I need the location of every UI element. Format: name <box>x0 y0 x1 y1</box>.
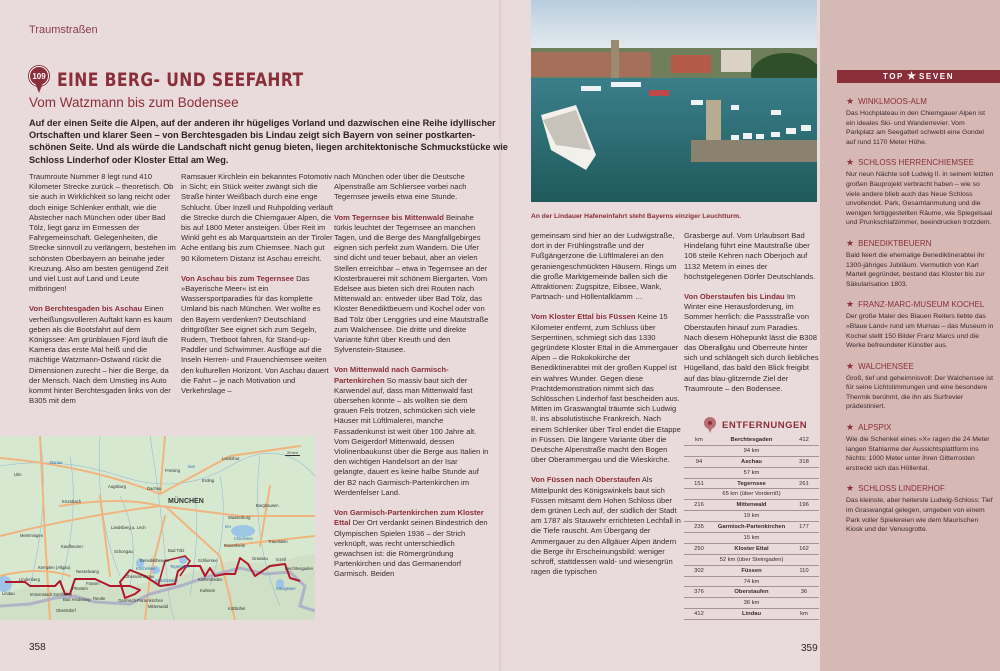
map-label: MÜNCHEN <box>168 498 204 505</box>
paragraph-lead: Vom Tegernsee bis Mittenwald <box>334 212 444 222</box>
distance-row <box>684 544 819 555</box>
distance-row <box>684 609 819 620</box>
text-column-5 <box>684 231 819 404</box>
tip-title: ★ WALCHENSEE <box>846 360 914 371</box>
map-label: Pfronten <box>72 586 88 591</box>
stop-name: Kloster Ettal <box>734 545 769 552</box>
star-icon: ★ <box>846 360 855 371</box>
map-label: Reutte <box>93 596 106 601</box>
map-label: Lindau <box>2 591 15 596</box>
km-to-end: 318 <box>799 458 809 465</box>
segment-distance: 65 km (über Vorderriß) <box>684 489 819 500</box>
tip-text: Groß, tief und geheimnisvoll: Der Walchensee ist für seine Lichtstimmungen und eine besondere Thermik berühmt, die ihn als Surfrevier prädestiniert. <box>846 374 994 411</box>
km-to-end: 110 <box>799 567 809 574</box>
paragraph-lead: Von Aschau bis zum Tegernsee <box>181 273 294 283</box>
map-label: Lindenberg <box>19 577 40 582</box>
tip-title: ★ SCHLOSS HERRENCHIEMSEE <box>846 157 975 168</box>
map-label: Tegernsee <box>170 564 190 569</box>
paragraph-text: So massiv baut sich der Karwendel auf, dass man Mittenwald fast übersehen könnte – als wollten sie dem grauen Fels trotzen, schmücken sich viele Häuser mit Lüftlmalerei, manche Fassadenkunst ist weit über 100 Jahre alt. Vom Geigerdorf Mittenwald, dessen Violinenbaukunst über die Berge aus Italien in den wichtigen Handelsort an der Isar gelangte, dauert es keine halbe Stunde auf der B2 nach Garmisch-Partenkirchen im Werdenfelser Land. <box>334 375 489 497</box>
km-to-end: 177 <box>799 524 809 531</box>
paragraph <box>531 312 681 465</box>
paragraph-lead: Von Mittenwald nach Garmisch-Partenkirchen <box>334 365 449 385</box>
map-label: Dachau <box>147 486 162 491</box>
top-seven-label-right: SEVEN <box>918 72 955 81</box>
segment-distance: 36 km <box>684 598 819 609</box>
paragraph-lead: Vom Kloster Ettal bis Füssen <box>531 312 636 322</box>
text-column-3 <box>334 172 489 590</box>
harbor-photo <box>531 0 817 202</box>
top-seven-list <box>846 96 994 545</box>
page-number-right: 359 <box>801 643 818 654</box>
km-to-end: 36 <box>800 589 808 596</box>
map-label: Berchtesgaden <box>285 566 314 571</box>
star-icon: ★ <box>846 483 855 494</box>
tip-title: ★ SCHLOSS LINDERHOF <box>846 483 945 494</box>
segment-distance: 15 km <box>684 533 819 544</box>
map-label: Augsburg <box>108 484 126 489</box>
map-label: Kochelsee <box>136 566 156 571</box>
segment-distance: 19 km <box>684 511 819 522</box>
text-column-2 <box>181 172 333 406</box>
paragraph-lead: Von Füssen nach Oberstaufen <box>531 475 641 485</box>
map-label: Landshut <box>222 456 240 461</box>
tip-text: Der große Maler des Blauen Reiters liebte das »Blaue Land« rund um Murnau – das Museum in Kochel stellt 150 Bilder Franz Marcs und die Werke befreundeter Künstler aus. <box>846 313 994 350</box>
km-to-end: 162 <box>799 545 809 552</box>
km-from-start: 216 <box>694 502 704 509</box>
tip-title: ★ ALPSPIX <box>846 422 892 433</box>
top-seven-label-left: TOP <box>882 72 904 81</box>
map-label: Bad Tölz <box>168 548 185 553</box>
distance-row <box>684 587 819 598</box>
map-label: Grassau <box>252 556 268 561</box>
map-label: Nesselwang <box>76 569 99 574</box>
top-seven-item <box>846 96 994 147</box>
map-label: Kempten (Allgäu) <box>38 565 71 570</box>
map-label: Füssen <box>86 581 100 586</box>
paragraph-text: Als Mittelpunkt des Königswinkels baut sich Füssen mitsamt dem Hohen Schloss über dem grünen Lech auf, der südlich der Stadt am 1787 als Stauwehr errichteten Lechfall in die Tiefe rauscht. Am Übergang der Ammergauer zu den Allgäuer Alpen ändern die Berge ihr Erscheinungsbild: weniger schroff, stattdessen wald- und wiesengrün ragen die typischen <box>531 475 681 577</box>
map-label: Kitzbühel <box>228 606 246 611</box>
paragraph-lead: Von Berchtesgaden bis Aschau <box>29 304 143 314</box>
book-gutter <box>499 0 503 671</box>
top-seven-item <box>846 157 994 228</box>
location-pin-icon <box>704 417 716 433</box>
section-label: Traumstraßen <box>29 24 98 36</box>
lindau-harbor-image <box>531 0 817 202</box>
star-icon: ★ <box>846 237 855 248</box>
star-icon: ★ <box>846 422 855 433</box>
paragraph-text: Grasberge auf. Vom Urlaubsort Bad Hindelang führt eine Mautstraße über 106 steile Kehren nach Oberjoch auf 1132 Metern in eines der höchstgelegenen Dörfer Deutschlands. <box>684 231 816 281</box>
tip-text: Nur neun Nächte soll Ludwig II. in seinem letzten großen Bauprojekt verbracht haben – wie so viele andere blieb auch das Neue Schloss unvollendet. Park, Gesamtanmutung und die wenigen fertiggestellten Räume, wie Spiegelsaal und Prunkschlafzimmer, beeindrucken trotzdem. <box>846 171 994 227</box>
map-label: Rosenheim <box>224 543 246 548</box>
top-seven-item <box>846 422 994 473</box>
distance-row <box>684 479 819 490</box>
paragraph <box>334 508 489 579</box>
page-number-left: 358 <box>29 642 46 653</box>
tip-title: ★ BENEDIKTBEUERN <box>846 237 932 248</box>
photo-caption: An der Lindauer Hafeneinfahrt steht Bayerns einziger Leuchtturm. <box>531 213 741 220</box>
distances-title: ENTFERNUNGEN <box>722 419 808 431</box>
stop-name: Tegernsee <box>737 480 766 487</box>
km-from-start: 412 <box>694 611 704 618</box>
km-from-start: 302 <box>694 567 704 574</box>
stop-name: Garmisch-Partenkirchen <box>717 524 786 531</box>
paragraph-text: Einen verheißungsvolleren Auftakt kann es kaum geben als die Bootsfahrt auf dem Königssee: Am grünblauen Fjord läuft die Kamera das erste Mal heiß und die mächtige Watzmann-Ostwand rückt die Dimensionen zurecht – hier die Berge, da der Mensch. Nach dem Umstieg ins Auto kommt hinter Berchtesgaden links von der B305 mit dem <box>29 304 173 406</box>
segment-distance: 74 km <box>684 577 819 588</box>
paragraph <box>29 304 177 406</box>
tip-title: ★ FRANZ-MARC-MUSEUM KOCHEL <box>846 299 985 310</box>
km-from-start: 250 <box>694 545 704 552</box>
map-label: Donau <box>50 460 63 465</box>
headline <box>29 66 358 94</box>
map-label: Kiefersfelden <box>198 577 223 582</box>
map-label: Wasserburg <box>228 515 251 520</box>
map-label: Traunstein <box>268 539 288 544</box>
star-icon: ★ <box>846 299 855 310</box>
star-icon: ★ <box>907 71 916 82</box>
paragraph-text: Keine 15 Kilometer entfernt, zum Schluss über Serpentinen, schmiegt sich das 1330 gegründete Kloster Ettal in die Ammergauer Alpen – die Rokokokirche der Benediktinerabtei mit der großen Kuppel ist ein wahres Wunder. Gegen diese Prachtdemonstration nimmt sich das Schlösschen Linderhof fast bescheiden aus. Mitten im Graswangtal träumte sich Ludwig II. ins absolutistische Frankreich. Nach einem Schlenker über Tirol endet die Etappe in Füssen. Die längere Variante über die Deutsche Alpenstraße macht den Bogen über Oberammergau und die Wieskirche. <box>531 312 681 465</box>
map-label: Immenstadt Sonthofen <box>30 592 73 597</box>
paragraph <box>684 292 819 394</box>
distance-row <box>684 522 819 533</box>
paragraph-text: nach München oder über die Deutsche Alpenstraße am Schliersee vorbei nach Tegernsee jeweils etwa eine Stunde. <box>334 172 467 202</box>
distances-table <box>684 417 819 620</box>
map-label: Erding <box>202 478 215 483</box>
text-column-4 <box>531 231 681 588</box>
map-label: Benediktbeuern <box>140 558 170 563</box>
stop-name: Mittenwald <box>736 502 767 509</box>
tip-text: Bald feiert die ehemalige Benediktinerabtei ihr 1300-jähriges Jubiläum. Vermutlich von Karl Martell gegründet, bestand das Kloster bis zur Säkularisation 1803. <box>846 251 985 288</box>
map-label: Memmingen <box>20 533 44 538</box>
map-label: Landsberg a. Lech <box>111 525 146 530</box>
paragraph <box>684 231 819 282</box>
tip-text: Das Hochplateau in den Chiemgauer Alpen ist ein ideales Ski- und Wanderrevier. Vom Parkplatz am Seegatterl schwebt eine Gondel auf rund 1170 Meter Höhe. <box>846 110 986 146</box>
map-label: Burghausen <box>256 503 279 508</box>
map-label: Kufstein <box>200 588 216 593</box>
km-from-start: km <box>695 436 703 443</box>
route-map <box>0 436 315 620</box>
paragraph <box>29 172 177 294</box>
map-label: Isar <box>188 464 195 469</box>
star-icon: ★ <box>846 157 855 168</box>
map-label: Ulm <box>14 472 22 477</box>
route-number: 109 <box>29 66 49 86</box>
paragraph-text: Das »Bayerische Meer« ist ein Wassersportparadies für das komplette Umland bis nach München. Wer wollte es den Bayern verdenken? Deutschland drittgrößter See eignet sich zum Segeln, Rudern, Tretboot fahren, für Stand-up-Paddler und Schwimmer. Ausflüge auf die Inseln Herren- und Frauenchiemsee weiten den kulturellen Horizont. Von Aschau dauert die Fahrt – je nach Motivation und Verkehrslage – <box>181 273 329 396</box>
map-label: Oberstdorf <box>56 608 76 613</box>
km-to-end: 261 <box>799 480 809 487</box>
paragraph-text: Ramsauer Kirchlein ein bekanntes Fotomotiv in Sicht; ein Stück weiter zwängt sich die Straße hinter Weißbach durch eine enge Schlucht. Über Inzell und Ruhpolding verläuft die Strecke durch die Chiemgauer Alpen, die bis auf 1800 Meter ansteigen. Über Reit im Winkl geht es ab Marquartstein an der Tiroler Ache entlang bis zum Chiemsee. Nach gut 90 Kilometern Distanz ist Aschau erreicht. <box>181 172 333 263</box>
km-from-start: 94 <box>695 458 703 465</box>
map-label: Krumbach <box>62 499 82 504</box>
paragraph-text: Traumroute Nummer 8 legt rund 410 Kilometer Strecke zurück – theoretisch. Ob sie auch in Wirklichkeit so lang reicht oder doch einige Schlenker enthält, wie die Abstecher nach München oder über Bad Tölz, liegt ganz im Ermessen der Fahrgemeinschaft. Gelegenheiten, die Strecke sinnvoll zu verlängern, bestehen im schönsten Oberbayern an beinahe jeder Kreuzung. Also am besten genügend Zeit und viel Lust auf Land und Leute mitbringen! <box>29 172 176 294</box>
map-label: Walchensee <box>155 578 178 583</box>
segment-distance: 57 km <box>684 468 819 479</box>
km-from-start: 151 <box>694 480 704 487</box>
stop-name: Lindau <box>742 611 761 618</box>
km-to-end: km <box>800 611 808 618</box>
km-to-end: 196 <box>799 502 809 509</box>
top-seven-item <box>846 483 994 534</box>
paragraph <box>531 475 681 577</box>
top-seven-header <box>837 70 1000 83</box>
map-label: Kaufbeuren <box>61 544 83 549</box>
map-label: Königssee <box>276 586 296 591</box>
stop-name: Füssen <box>741 567 762 574</box>
tip-text: Das kleinste, aber heiterste Ludwig-Schloss: Tief im Graswangtal gelegen, umgeben von einem Park voller Spielereien wie dem Maurischen Kiosk und der Venusgrotte. <box>846 497 993 534</box>
tip-text: Wie die Schenkel eines »X« ragen die 24 Meter langen Stahlarme der Aussichtsplattform ins Nichts: 1000 Meter unter ihren Gitterrosten erstreckt sich das Höllental. <box>846 436 990 472</box>
subtitle: Vom Watzmann bis zum Bodensee <box>29 95 239 110</box>
tip-title: ★ WINKLMOOS-ALM <box>846 96 927 106</box>
km-from-start: 235 <box>694 524 704 531</box>
text-column-1 <box>29 172 177 416</box>
paragraph-text: Im Winter eine Herausforderung, im Sommer herrlich: die Passstraße von Oberstaufen hinauf zum Paradies. Nach diesem Höhepunkt lässt die B308 das Oberallgäu und Oberreute hinter sich und schlängelt sich durch liebliches Hügelland, das bald den Blick freigibt auf das blau-glitzernde Ziel der Traumroute – den Bodensee. <box>684 292 819 393</box>
distances-header <box>704 417 819 433</box>
top-seven-item <box>846 299 994 350</box>
top-seven-item <box>846 238 994 289</box>
paragraph-text: Beinahe türkis leuchtet der Tegernsee an manchen Tagen, und die Berge des Mangfallgebirges eignen sich perfekt zum Wandern. Die Ufer sind dicht und teuer bebaut, aber an vielen Stellen erreichbar – etwa in Tegernsee an der Klosterbrauerei mit schönem Biergarten. Vom Edelsee aus bieten sich drei Routen nach Mittenwald an: entweder über Bad Tölz, das Kloster Benediktbeuern und Kochel oder von Bad Tölz über Lenggries und eine Mautstraße zum Walchensee. Die dritte und direkte Variante führt über Kreuth und den Sylvenstein-Stausee. <box>334 212 489 355</box>
paragraph-text: gemeinsam sind hier an der Ludwigstraße, dort in der Frühlingstraße und der Fußgängerzone die Lüftlmalerei an den geraniengeschmückten Häusern. Rings um die große Marktgemeinde ballen sich die Attraktionen: Zugspitze, Eibsee, Wank, Partnach- und Höllentalklamm … <box>531 231 677 302</box>
map-label: Mittenwald <box>148 604 169 609</box>
paragraph <box>334 172 489 203</box>
map-label: Oberammergau <box>125 574 155 579</box>
intro-paragraph: Auf der einen Seite die Alpen, auf der anderen ihr hügeliges Vorland und dazwischen eine Reihe idyllischer Ortschaften und klarer Seen – von Berchtesgaden bis Lindau zeigt sich Bayern von seiner postkartenschönen Seite. Und als würde die Landschaft nicht genug bieten, liegen architektonische Schmuckstücke wie Schloss Linderhof oder Kloster Ettal am Weg. <box>29 118 508 165</box>
page-title: EINE BERG- UND SEEFAHRT <box>57 69 304 91</box>
paragraph <box>334 365 489 498</box>
distance-row <box>684 435 819 446</box>
map-label: Garmisch-Partenkirchen <box>118 598 164 603</box>
km-from-start: 376 <box>694 589 704 596</box>
map-label: Inzell <box>276 557 286 562</box>
distance-row <box>684 500 819 511</box>
distance-row <box>684 457 819 468</box>
paragraph-text: Der Ort verdankt seinen Bindestrich den Olympischen Spielen 1936 – der Strich verknüpft, was recht unterschiedlich gewachsen ist: die Römergründung Partenkirchen und das Germanendorf Garmisch. Beiden <box>334 518 488 579</box>
map-label: Chiemsee <box>234 536 253 541</box>
paragraph <box>334 213 489 356</box>
paragraph <box>531 231 681 302</box>
segment-distance: 52 km (über Steingaden) <box>684 555 819 566</box>
map-scale: 20 km <box>287 450 298 455</box>
segment-distance: 94 km <box>684 446 819 457</box>
stop-name: Aschau <box>741 458 762 465</box>
route-number-pin-icon <box>29 66 49 94</box>
km-to-end: 412 <box>799 436 809 443</box>
star-icon: ★ <box>846 96 855 106</box>
map-label: Inn <box>225 524 231 529</box>
map-label: Freising <box>165 468 180 473</box>
top-seven-item <box>846 361 994 412</box>
stop-name: Berchtesgaden <box>730 436 773 443</box>
map-label: Schliersee <box>198 558 218 563</box>
paragraph <box>181 172 333 264</box>
map-label: Bad Hindelang <box>63 597 91 602</box>
stop-name: Oberstaufen <box>734 589 769 596</box>
paragraph-lead: Von Garmisch-Partenkirchen zum Kloster Ettal <box>334 508 484 528</box>
distance-row <box>684 566 819 577</box>
map-label: Schongau <box>114 549 133 554</box>
paragraph-lead: Von Oberstaufen bis Lindau <box>684 292 785 302</box>
paragraph <box>181 274 333 396</box>
